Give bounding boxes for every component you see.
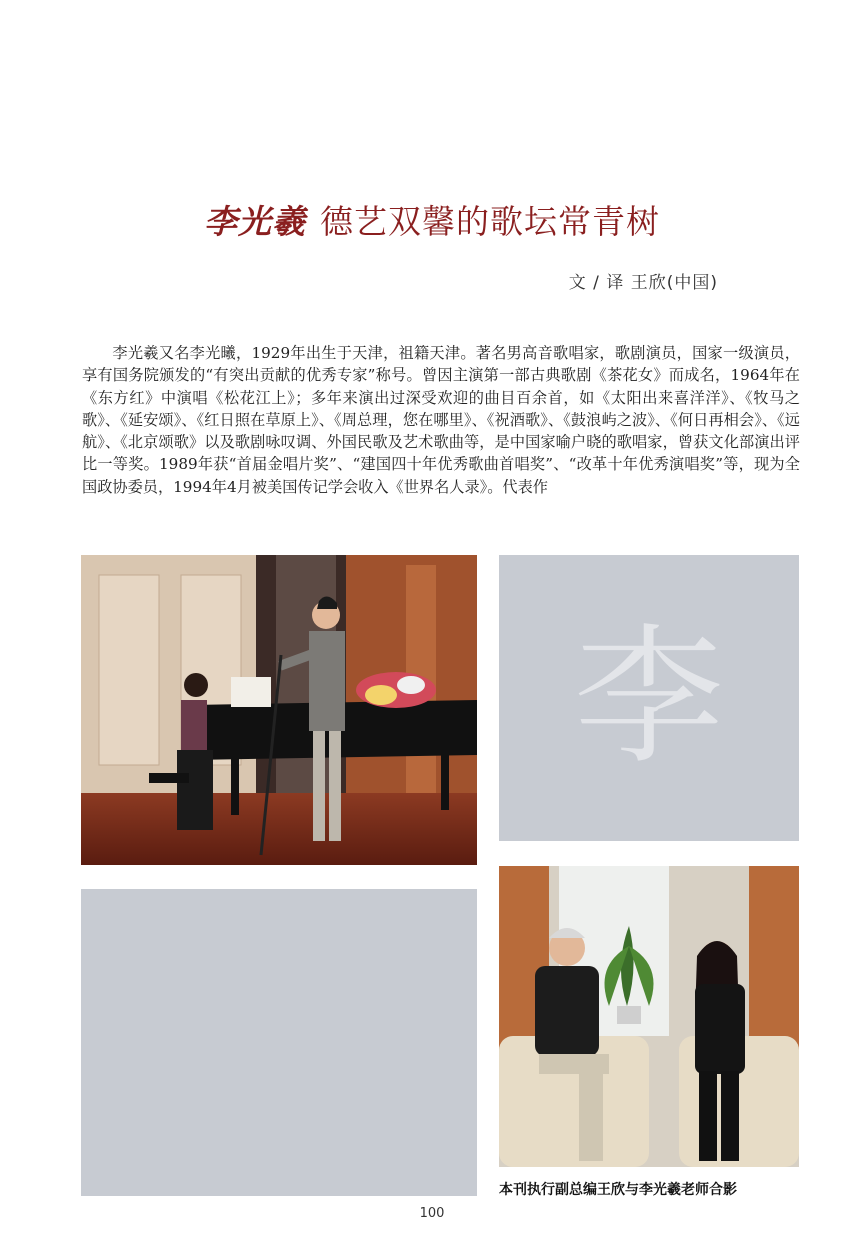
title-subtitle: 德艺双馨的歌坛常青树 xyxy=(320,202,660,241)
interview-photo-illustration xyxy=(499,866,799,1167)
concert-photo xyxy=(81,555,477,865)
interview-photo xyxy=(499,866,799,1167)
byline: 文 / 译 王欣(中国) xyxy=(568,273,718,293)
page-number: 100 xyxy=(419,1206,445,1221)
title-name: 李光羲 xyxy=(204,202,306,241)
article-body: 李光羲又名李光曦，1929年出生于天津，祖籍天津。著名男高音歌唱家，歌剧演员，国家一级演员，享有国务院颁发的“有突出贡献的优秀专家”称号。曾因主演第一部古典歌剧《茶花女》而成名，1964年在《东方红》中演唱《松花江上》；多年来演出过深受欢迎的曲目百余首，如《太阳出来喜洋洋》、《牧马之歌》、《延安颂》、《红日照在草原上》、《周总理，您在哪里》、《祝酒歌》、《鼓浪屿之波》、《何日再相会》、《远航》、《北京颂歌》以及歌剧咏叹调、外国民歌及艺术歌曲等，是中国家喻户晓的歌唱家，曾获文化部演出评比一等奖。1989年获“首届金唱片奖”、“建国四十年优秀歌曲首唱奖”、“改革十年优秀演唱奖”等，现为全国政协委员，1994年4月被美国传记学会收入《世界名人录》。代表作 xyxy=(82,344,800,496)
blank-panel xyxy=(81,889,477,1196)
decor-character: 李 xyxy=(573,611,724,785)
photo-caption: 本刊执行副总编王欣与李光羲老师合影 xyxy=(499,1182,737,1198)
concert-photo-illustration xyxy=(81,555,477,865)
decor-panel xyxy=(499,555,799,841)
article-title xyxy=(0,196,864,243)
